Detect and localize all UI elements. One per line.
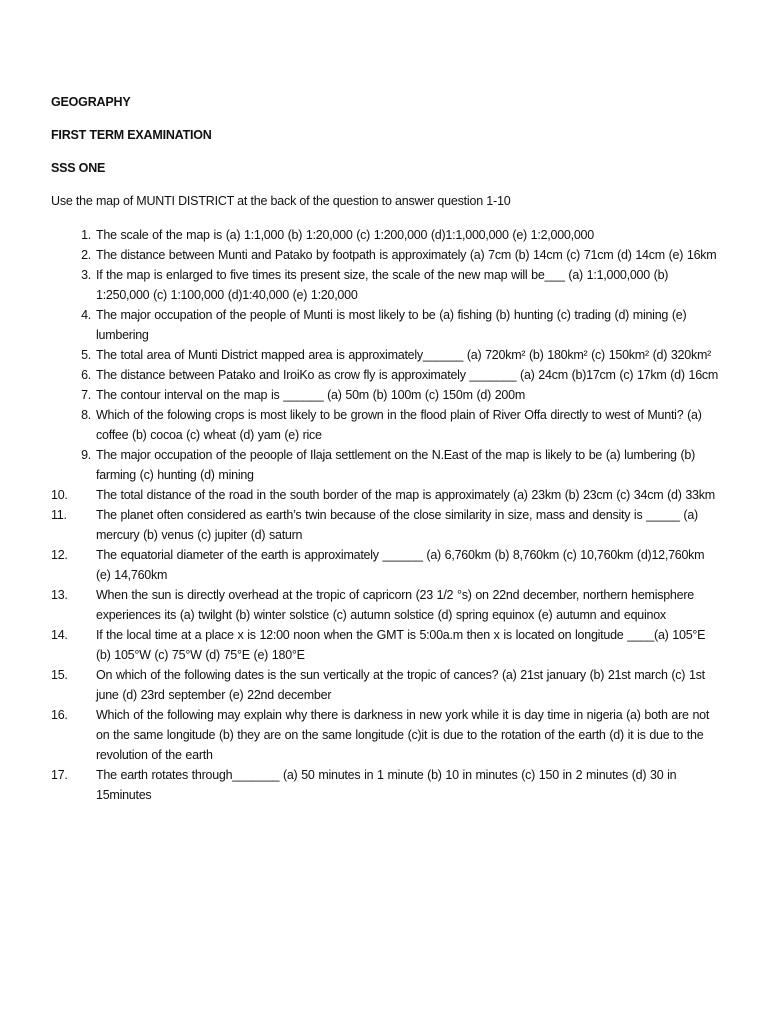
question-item [51,705,721,765]
question-item [51,585,721,625]
question-number: 6. [81,368,91,382]
question-number: 14. [51,628,68,642]
question-text: The earth rotates through_______ (a) 50 minutes in 1 minute (b) 10 in minutes (c) 150 in 2 minutes (d) 30 in 15minutes [96,768,677,802]
exam-heading: FIRST TERM EXAMINATION [51,128,212,142]
question-text: The contour interval on the map is ______ (a) 50m (b) 100m (c) 150m (d) 200m [96,388,525,402]
class-heading: SSS ONE [51,161,106,175]
question-item [51,545,721,585]
question-number: 4. [81,308,91,322]
question-number: 16. [51,708,68,722]
question-item [51,665,721,705]
question-number: 8. [81,408,91,422]
question-text: On which of the following dates is the sun vertically at the tropic of cances? (a) 21st january (b) 21st march (c) 1st june (d) 23rd september (e) 22nd december [96,668,705,702]
question-item [51,265,721,305]
question-text: The major occupation of the peoople of Ilaja settlement on the N.East of the map is likely to be (a) lumbering (b) farming (c) hunting (d) mining [96,448,695,482]
question-number: 9. [81,448,91,462]
question-text: The major occupation of the people of Munti is most likely to be (a) fishing (b) hunting (c) trading (d) mining (e) lumbering [96,308,687,342]
question-item [51,405,721,445]
question-text: The total distance of the road in the south border of the map is approximately (a) 23km (b) 23cm (c) 34cm (d) 33km [96,488,715,502]
question-list [51,225,721,805]
question-item [51,485,721,505]
question-text: The distance between Munti and Patako by footpath is approximately (a) 7cm (b) 14cm (c) 71cm (d) 14cm (e) 16km [96,248,717,262]
question-number: 5. [81,348,91,362]
question-text: The scale of the map is (a) 1:1,000 (b) 1:20,000 (c) 1:200,000 (d)1:1,000,000 (e) 1:2,000,000 [96,228,594,242]
question-item [51,445,721,485]
question-number: 11. [51,508,67,522]
question-item [51,225,721,245]
question-text: The equatorial diameter of the earth is approximately ______ (a) 6,760km (b) 8,760km (c) 10,760km (d)12,760km (e) 14,760km [96,548,705,582]
question-text: When the sun is directly overhead at the tropic of capricorn (23 1/2 °s) on 22nd december, northern hemisphere experiences its (a) twilght (b) winter solstice (c) autumn solstice (d) spring equinox (e) autumn and equinox [96,588,694,622]
question-item [51,345,721,365]
question-number: 15. [51,668,68,682]
question-text: If the local time at a place x is 12:00 noon when the GMT is 5:00a.m then x is located on longitude ____(a) 105°E (b) 105°W (c) 75°W (d) 75°E (e) 180°E [96,628,706,662]
question-number: 3. [81,268,91,282]
question-number: 2. [81,248,91,262]
question-text: The planet often considered as earth’s twin because of the close similarity in size, mass and density is _____ (a) mercury (b) venus (c) jupiter (d) saturn [96,508,698,542]
question-number: 1. [81,228,91,242]
question-text: The distance between Patako and IroiKo as crow fly is approximately _______ (a) 24cm (b)17cm (c) 17km (d) 16cm [96,368,719,382]
question-number: 17. [51,768,68,782]
question-number: 13. [51,588,68,602]
question-item [51,385,721,405]
question-item [51,505,721,545]
question-item [51,245,721,265]
question-item [51,365,721,385]
instruction-text: Use the map of MUNTI DISTRICT at the back of the question to answer question 1-10 [51,194,511,208]
question-item [51,305,721,345]
question-text: Which of the following may explain why there is darkness in new york while it is day time in nigeria (a) both are not on the same longitude (b) they are on the same longitude (c)it is due to the rotation of the earth (d) it is due to the revolution of the earth [96,708,710,762]
question-text: If the map is enlarged to five times its present size, the scale of the new map will be___ (a) 1:1,000,000 (b) 1:250,000 (c) 1:100,000 (d)1:40,000 (e) 1:20,000 [96,268,669,302]
question-item [51,765,721,805]
question-number: 7. [81,388,91,402]
question-item [51,625,721,665]
subject-heading: GEOGRAPHY [51,95,131,109]
question-text: The total area of Munti District mapped area is approximately______ (a) 720km² (b) 180km² (c) 150km² (d) 320km² [96,348,712,362]
question-number: 10. [51,488,68,502]
question-number: 12. [51,548,68,562]
question-text: Which of the folowing crops is most likely to be grown in the flood plain of River Offa directly to west of Munti? (a) coffee (b) cocoa (c) wheat (d) yam (e) rice [96,408,702,442]
